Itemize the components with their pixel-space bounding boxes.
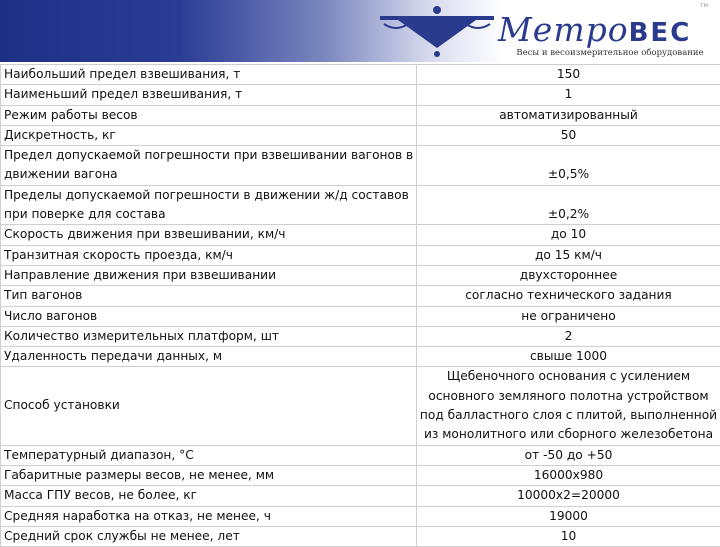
param-cell: Скорость движения при взвешивании, км/ч xyxy=(1,225,417,245)
param-cell: Число вагонов xyxy=(1,306,417,326)
table-row xyxy=(1,65,720,85)
value-cell: 1 xyxy=(417,85,720,105)
spec-table xyxy=(0,64,720,547)
table-row xyxy=(1,486,720,506)
table-row xyxy=(1,347,720,367)
value-cell: Щебеночного основания с усилением основного земляного полотна устройством под балластного слоя с плитой, выполненной из монолитного или сборного железобетона xyxy=(417,367,720,445)
trademark-mark: тм xyxy=(700,2,708,9)
brand-tagline: Весы и весоизмерительное оборудование xyxy=(500,48,720,58)
table-row xyxy=(1,326,720,346)
param-cell: Масса ГПУ весов, не более, кг xyxy=(1,486,417,506)
value-cell: 150 xyxy=(417,65,720,85)
param-cell: Температурный диапазон, °С xyxy=(1,445,417,465)
brand-part2: ВЕС xyxy=(629,18,692,48)
table-row xyxy=(1,445,720,465)
param-cell: Тип вагонов xyxy=(1,286,417,306)
value-cell: до 15 км/ч xyxy=(417,245,720,265)
table-row xyxy=(1,85,720,105)
value-cell: согласно технического задания xyxy=(417,286,720,306)
value-cell: ±0,5% xyxy=(417,146,720,186)
param-cell: Способ установки xyxy=(1,367,417,445)
param-cell: Режим работы весов xyxy=(1,105,417,125)
param-cell: Транзитная скорость проезда, км/ч xyxy=(1,245,417,265)
table-row xyxy=(1,245,720,265)
table-row xyxy=(1,265,720,285)
brand-logo-text xyxy=(498,10,720,46)
table-row xyxy=(1,125,720,145)
table-row xyxy=(1,306,720,326)
value-cell: 16000х980 xyxy=(417,465,720,485)
param-cell: Удаленность передачи данных, м xyxy=(1,347,417,367)
param-cell: Средний срок службы не менее, лет xyxy=(1,526,417,546)
param-cell: Габаритные размеры весов, не менее, мм xyxy=(1,465,417,485)
value-cell: двухстороннее xyxy=(417,265,720,285)
value-cell: от -50 до +50 xyxy=(417,445,720,465)
param-cell: Средняя наработка на отказ, не менее, ч xyxy=(1,506,417,526)
value-cell: 2 xyxy=(417,326,720,346)
header-banner xyxy=(0,0,720,62)
value-cell: свыше 1000 xyxy=(417,347,720,367)
table-row xyxy=(1,225,720,245)
value-cell: 10 xyxy=(417,526,720,546)
value-cell: до 10 xyxy=(417,225,720,245)
table-row xyxy=(1,146,720,186)
value-cell: автоматизированный xyxy=(417,105,720,125)
param-cell: Дискретность, кг xyxy=(1,125,417,145)
table-row xyxy=(1,286,720,306)
table-row xyxy=(1,367,720,445)
param-cell: Пределы допускаемой погрешности в движении ж/д составов при поверке для состава xyxy=(1,185,417,225)
table-row xyxy=(1,506,720,526)
param-cell: Предел допускаемой погрешности при взвешивании вагонов в движении вагона xyxy=(1,146,417,186)
param-cell: Наименьший предел взвешивания, т xyxy=(1,85,417,105)
value-cell: 19000 xyxy=(417,506,720,526)
value-cell: 50 xyxy=(417,125,720,145)
value-cell: ±0,2% xyxy=(417,185,720,225)
value-cell: не ограничено xyxy=(417,306,720,326)
table-row xyxy=(1,526,720,546)
table-row xyxy=(1,105,720,125)
param-cell: Направление движения при взвешивании xyxy=(1,265,417,285)
table-row xyxy=(1,185,720,225)
brand-part1: Метро xyxy=(498,10,629,49)
scales-logo-icon xyxy=(378,2,496,60)
param-cell: Наибольший предел взвешивания, т xyxy=(1,65,417,85)
value-cell: 10000х2=20000 xyxy=(417,486,720,506)
param-cell: Количество измерительных платформ, шт xyxy=(1,326,417,346)
table-row xyxy=(1,465,720,485)
